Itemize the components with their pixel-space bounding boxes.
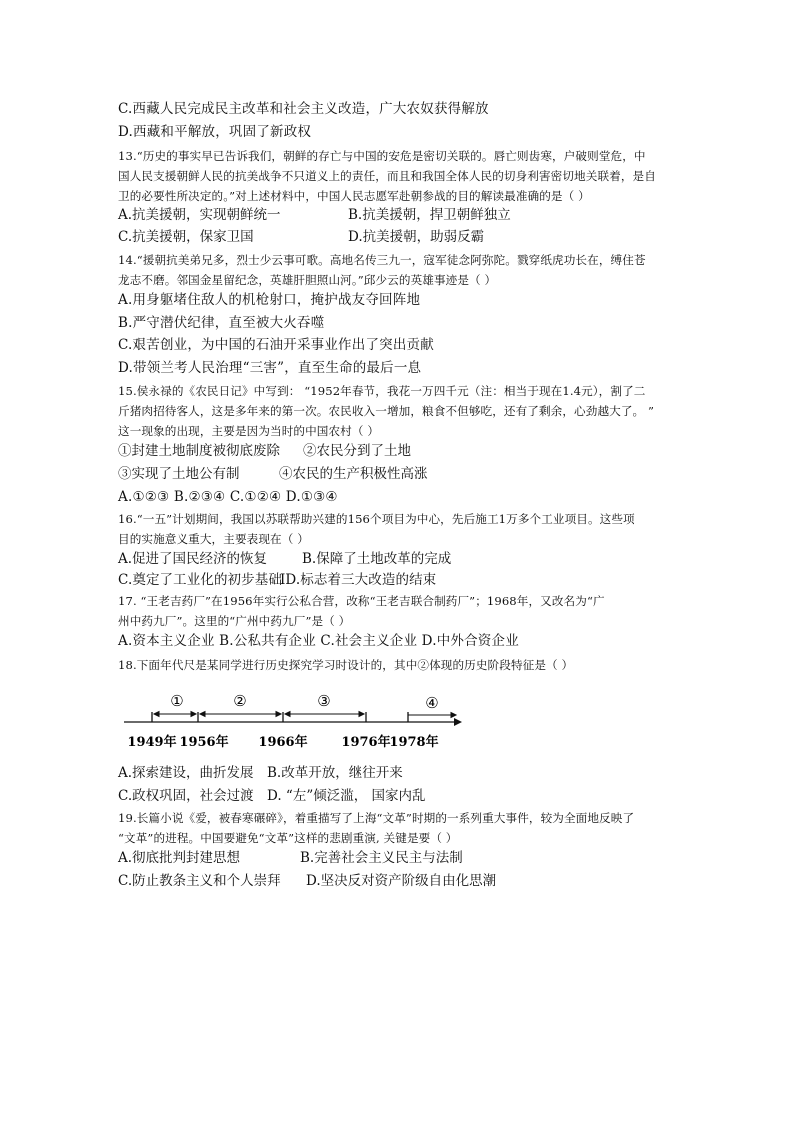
q18-option-b: B.改革开放，继往开来 <box>267 765 403 781</box>
q14-option-b: B.严守潜伏纪律，直至被大火吞噬 <box>118 315 325 331</box>
q16-stem-line-1: 16.“一五”计划期间，我国以苏联帮助兴建的156个项目为中心，先后施工1万多个工业项目。这些项 <box>118 512 635 526</box>
q17-stem-line-1: 17. “王老吉药厂”在1956年实行公私合营，改称“王老吉联合制药厂”；1968年，又改名为“广 <box>118 594 605 608</box>
q15-stem-line-3: 这一现象的出现，主要是因为当时的中国农村（ ） <box>118 424 380 438</box>
q13-option-c: C.抗美援朝，保家卫国 <box>118 229 254 245</box>
q14-option-c: C.艰苦创业，为中国的石油开采事业作出了突出贡献 <box>118 337 434 353</box>
q15-options: A.①②③ B.②③④ C.①②④ D.①③④ <box>118 489 338 505</box>
q16-option-b: B.保障了土地改革的完成 <box>302 551 452 567</box>
q19-stem-line-2: “文革”的进程。中国要避免“文革”这样的悲剧重演, 关键是要（ ） <box>118 831 458 845</box>
timeline-year-1978: 1978年 <box>389 735 439 750</box>
q15-item-2: ②农民分到了土地 <box>303 443 411 459</box>
q18-timeline <box>118 688 478 754</box>
q12-option-c: C.西藏人民完成民主改革和社会主义改造，广大农奴获得解放 <box>118 101 489 117</box>
q14-stem-line-2: 龙志不磨。邻国金星留纪念，英雄肝胆照山河。”邱少云的英雄事迹是（ ） <box>118 273 497 287</box>
q13-option-a: A.抗美援朝，实现朝鲜统一 <box>118 207 281 223</box>
timeline-year-1949: 1949年 <box>127 735 177 750</box>
timeline-year-1976: 1976年 <box>341 735 391 750</box>
timeline-axis-arrow <box>454 718 462 726</box>
q15-stem-line-2: 斤猪肉招待客人，这是多年来的第一次。农民收入一增加，粮食不但够吃，还有了剩余，心劲越大了。 ” <box>118 404 655 418</box>
q13-stem-line-2: 国人民支援朝鲜人民的抗美战争不只道义上的责任，而且和我国全体人民的切身利害密切地关联着，是自 <box>118 169 656 183</box>
q12-option-d: D.西藏和平解放，巩固了新政权 <box>118 124 312 140</box>
q15-item-1: ①封建土地制度被彻底废除 <box>118 443 280 459</box>
q14-option-d: D.带领兰考人民治理“三害”，直至生命的最后一息 <box>118 360 422 376</box>
q17-options: A.资本主义企业 B.公私共有企业 C.社会主义企业 D.中外合资企业 <box>118 633 519 649</box>
q15-item-3: ③实现了土地公有制 <box>118 466 240 482</box>
q19-stem-line-1: 19.长篇小说《爱，被春寒碾碎》，着重描写了上海“文革”时期的一系列重大事件，较为全面地反映了 <box>118 811 635 825</box>
q18-option-c: C.政权巩固，社会过渡 <box>118 788 254 804</box>
q19-option-d: D.坚决反对资产阶级自由化思潮 <box>306 873 497 889</box>
q18-option-a: A.探索建设，曲折发展 <box>118 765 254 781</box>
timeline-year-1966: 1966年 <box>258 735 308 750</box>
q19-option-b: B.完善社会主义民主与法制 <box>300 850 463 866</box>
q13-option-b: B.抗美援朝，捍卫朝鲜独立 <box>348 207 511 223</box>
q13-stem-line-3: 卫的必要性所决定的。”对上述材料中，中国人民志愿军赴朝参战的目的解读最准确的是（ ） <box>118 189 590 203</box>
q15-item-4: ④农民的生产积极性高涨 <box>279 466 428 482</box>
q16-option-c: C.奠定了工业化的初步基础 <box>118 572 282 588</box>
q16-option-a: A.促进了国民经济的恢复 <box>118 551 268 567</box>
q14-option-a: A.用身躯堵住敌人的机枪射口，掩护战友夺回阵地 <box>118 292 421 308</box>
timeline-stage-4-bracket <box>408 713 456 718</box>
q14-stem-line-1: 14.“援朝抗美弟兄多，烈士少云事可歌。高地名传三九一，寇军徒念阿弥陀。戮穿纸虎功长在，缚住苍 <box>118 253 646 267</box>
q15-stem-line-1: 15.侯永禄的《农民日记》中写到： “1952年春节，我花一万四千元（注：相当于现在1.4元），割了二 <box>118 384 646 398</box>
timeline-stage-2-bracket <box>200 712 281 717</box>
q16-option-d: ID.标志着三大改造的结束 <box>280 572 437 588</box>
q13-stem-line-1: 13.“历史的事实早已告诉我们，朝鲜的存亡与中国的安危是密切关联的。唇亡则齿寒，户破则堂危，中 <box>118 149 646 163</box>
q18-option-d: D. “左”倾泛滥， 国家内乱 <box>267 788 426 804</box>
timeline-stage-2: ② <box>233 692 247 710</box>
timeline-stage-3-bracket <box>285 712 364 717</box>
timeline-year-1956: 1956年 <box>179 735 229 750</box>
timeline-stage-1-bracket <box>154 712 196 717</box>
q16-stem-line-2: 目的实施意义重大，主要表现在（ ） <box>118 532 309 546</box>
timeline-stage-1: ① <box>170 692 184 710</box>
timeline-stage-3: ③ <box>317 692 331 710</box>
q19-option-a: A.彻底批判封建思想 <box>118 850 241 866</box>
q19-option-c: C.防止教条主义和个人崇拜 <box>118 873 281 889</box>
q18-stem: 18.下面年代尺是某同学进行历史探究学习时设计的，其中②体现的历史阶段特征是（ ） <box>118 658 574 672</box>
q13-option-d: D.抗美援朝，助弱反霸 <box>348 229 485 245</box>
timeline-stage-4: ④ <box>425 694 439 712</box>
q17-stem-line-2: 州中药九厂”。这里的“广州中药九厂”是（ ） <box>118 614 351 628</box>
